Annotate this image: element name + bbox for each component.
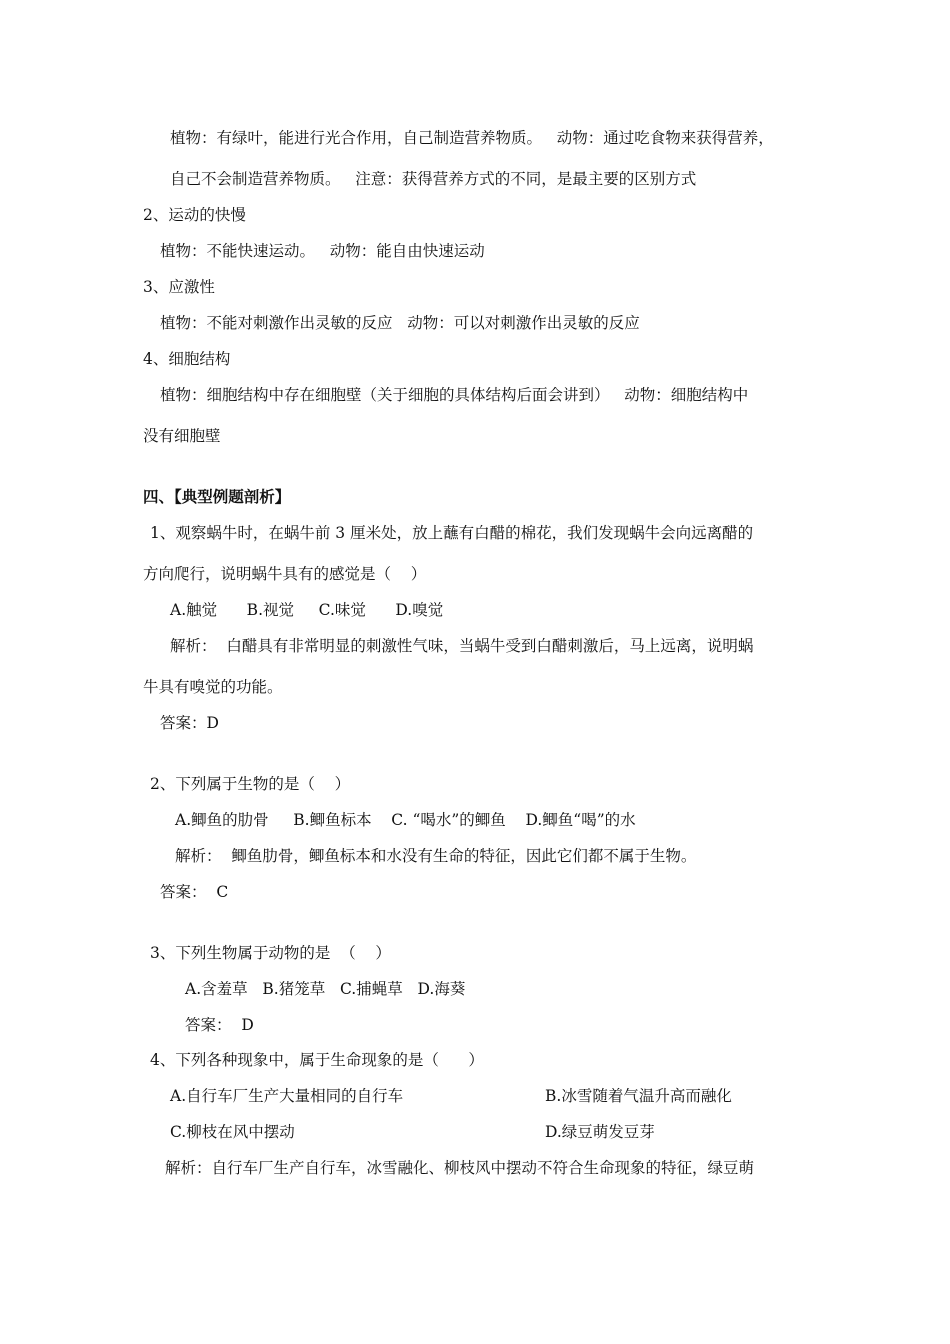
question-4-option-d: D.绿豆萌发豆芽 bbox=[545, 1123, 655, 1141]
question-1-stem: 1、观察蜗牛时，在蜗牛前 3 厘米处，放上蘸有白醋的棉花，我们发现蜗牛会向远离醋的 bbox=[150, 524, 754, 542]
question-3-options: A.含羞草 B.猪笼草 C.捕蝇草 D.海葵 bbox=[185, 980, 466, 998]
question-1-answer: 答案：D bbox=[160, 714, 219, 732]
question-1-stem: 方向爬行，说明蜗牛具有的感觉是（ ） bbox=[143, 565, 427, 583]
question-2-answer: 答案： C bbox=[160, 883, 229, 901]
text-line: 植物：不能对刺激作出灵敏的反应 动物：可以对刺激作出灵敏的反应 bbox=[160, 314, 640, 332]
question-4-option-b: B.冰雪随着气温升高而融化 bbox=[545, 1087, 732, 1105]
text-line: 2、运动的快慢 bbox=[143, 206, 246, 224]
text-line: 3、应激性 bbox=[143, 278, 215, 296]
text-line: 自己不会制造营养物质。 注意：获得营养方式的不同，是最主要的区别方式 bbox=[170, 170, 697, 188]
text-line: 4、细胞结构 bbox=[143, 350, 231, 368]
question-1-analysis: 牛具有嗅觉的功能。 bbox=[143, 678, 283, 696]
question-1-analysis: 解析： 白醋具有非常明显的刺激性气味，当蜗牛受到白醋刺激后，马上远离，说明蜗 bbox=[170, 637, 754, 655]
question-2-options: A.鲫鱼的肋骨 B.鲫鱼标本 C. “喝水”的鲫鱼 D.鲫鱼“喝”的水 bbox=[175, 811, 636, 829]
question-3-answer: 答案： D bbox=[185, 1016, 254, 1034]
question-4-analysis: 解析：自行车厂生产自行车，冰雪融化、柳枝风中摆动不符合生命现象的特征，绿豆萌 bbox=[165, 1159, 755, 1177]
text-line: 植物：不能快速运动。 动物：能自由快速运动 bbox=[160, 242, 485, 260]
text-line: 没有细胞壁 bbox=[143, 427, 221, 445]
section-heading: 四、【典型例题剖析】 bbox=[143, 487, 291, 506]
text-line: 植物：细胞结构中存在细胞壁（关于细胞的具体结构后面会讲到） 动物：细胞结构中 bbox=[160, 386, 749, 404]
question-4-stem: 4、下列各种现象中，属于生命现象的是（ ） bbox=[150, 1051, 484, 1069]
question-4-option-c: C.柳枝在风中摆动 bbox=[170, 1123, 295, 1141]
question-3-stem: 3、下列生物属于动物的是 （ ） bbox=[150, 944, 391, 962]
question-2-analysis: 解析： 鲫鱼肋骨，鲫鱼标本和水没有生命的特征，因此它们都不属于生物。 bbox=[175, 847, 697, 865]
question-1-options: A.触觉 B.视觉 C.味觉 D.嗅觉 bbox=[170, 601, 444, 619]
question-2-stem: 2、下列属于生物的是（ ） bbox=[150, 775, 351, 793]
question-4-option-a: A.自行车厂生产大量相同的自行车 bbox=[170, 1087, 404, 1105]
text-line: 植物：有绿叶，能进行光合作用，自己制造营养物质。 动物：通过吃食物来获得营养， bbox=[170, 129, 774, 147]
